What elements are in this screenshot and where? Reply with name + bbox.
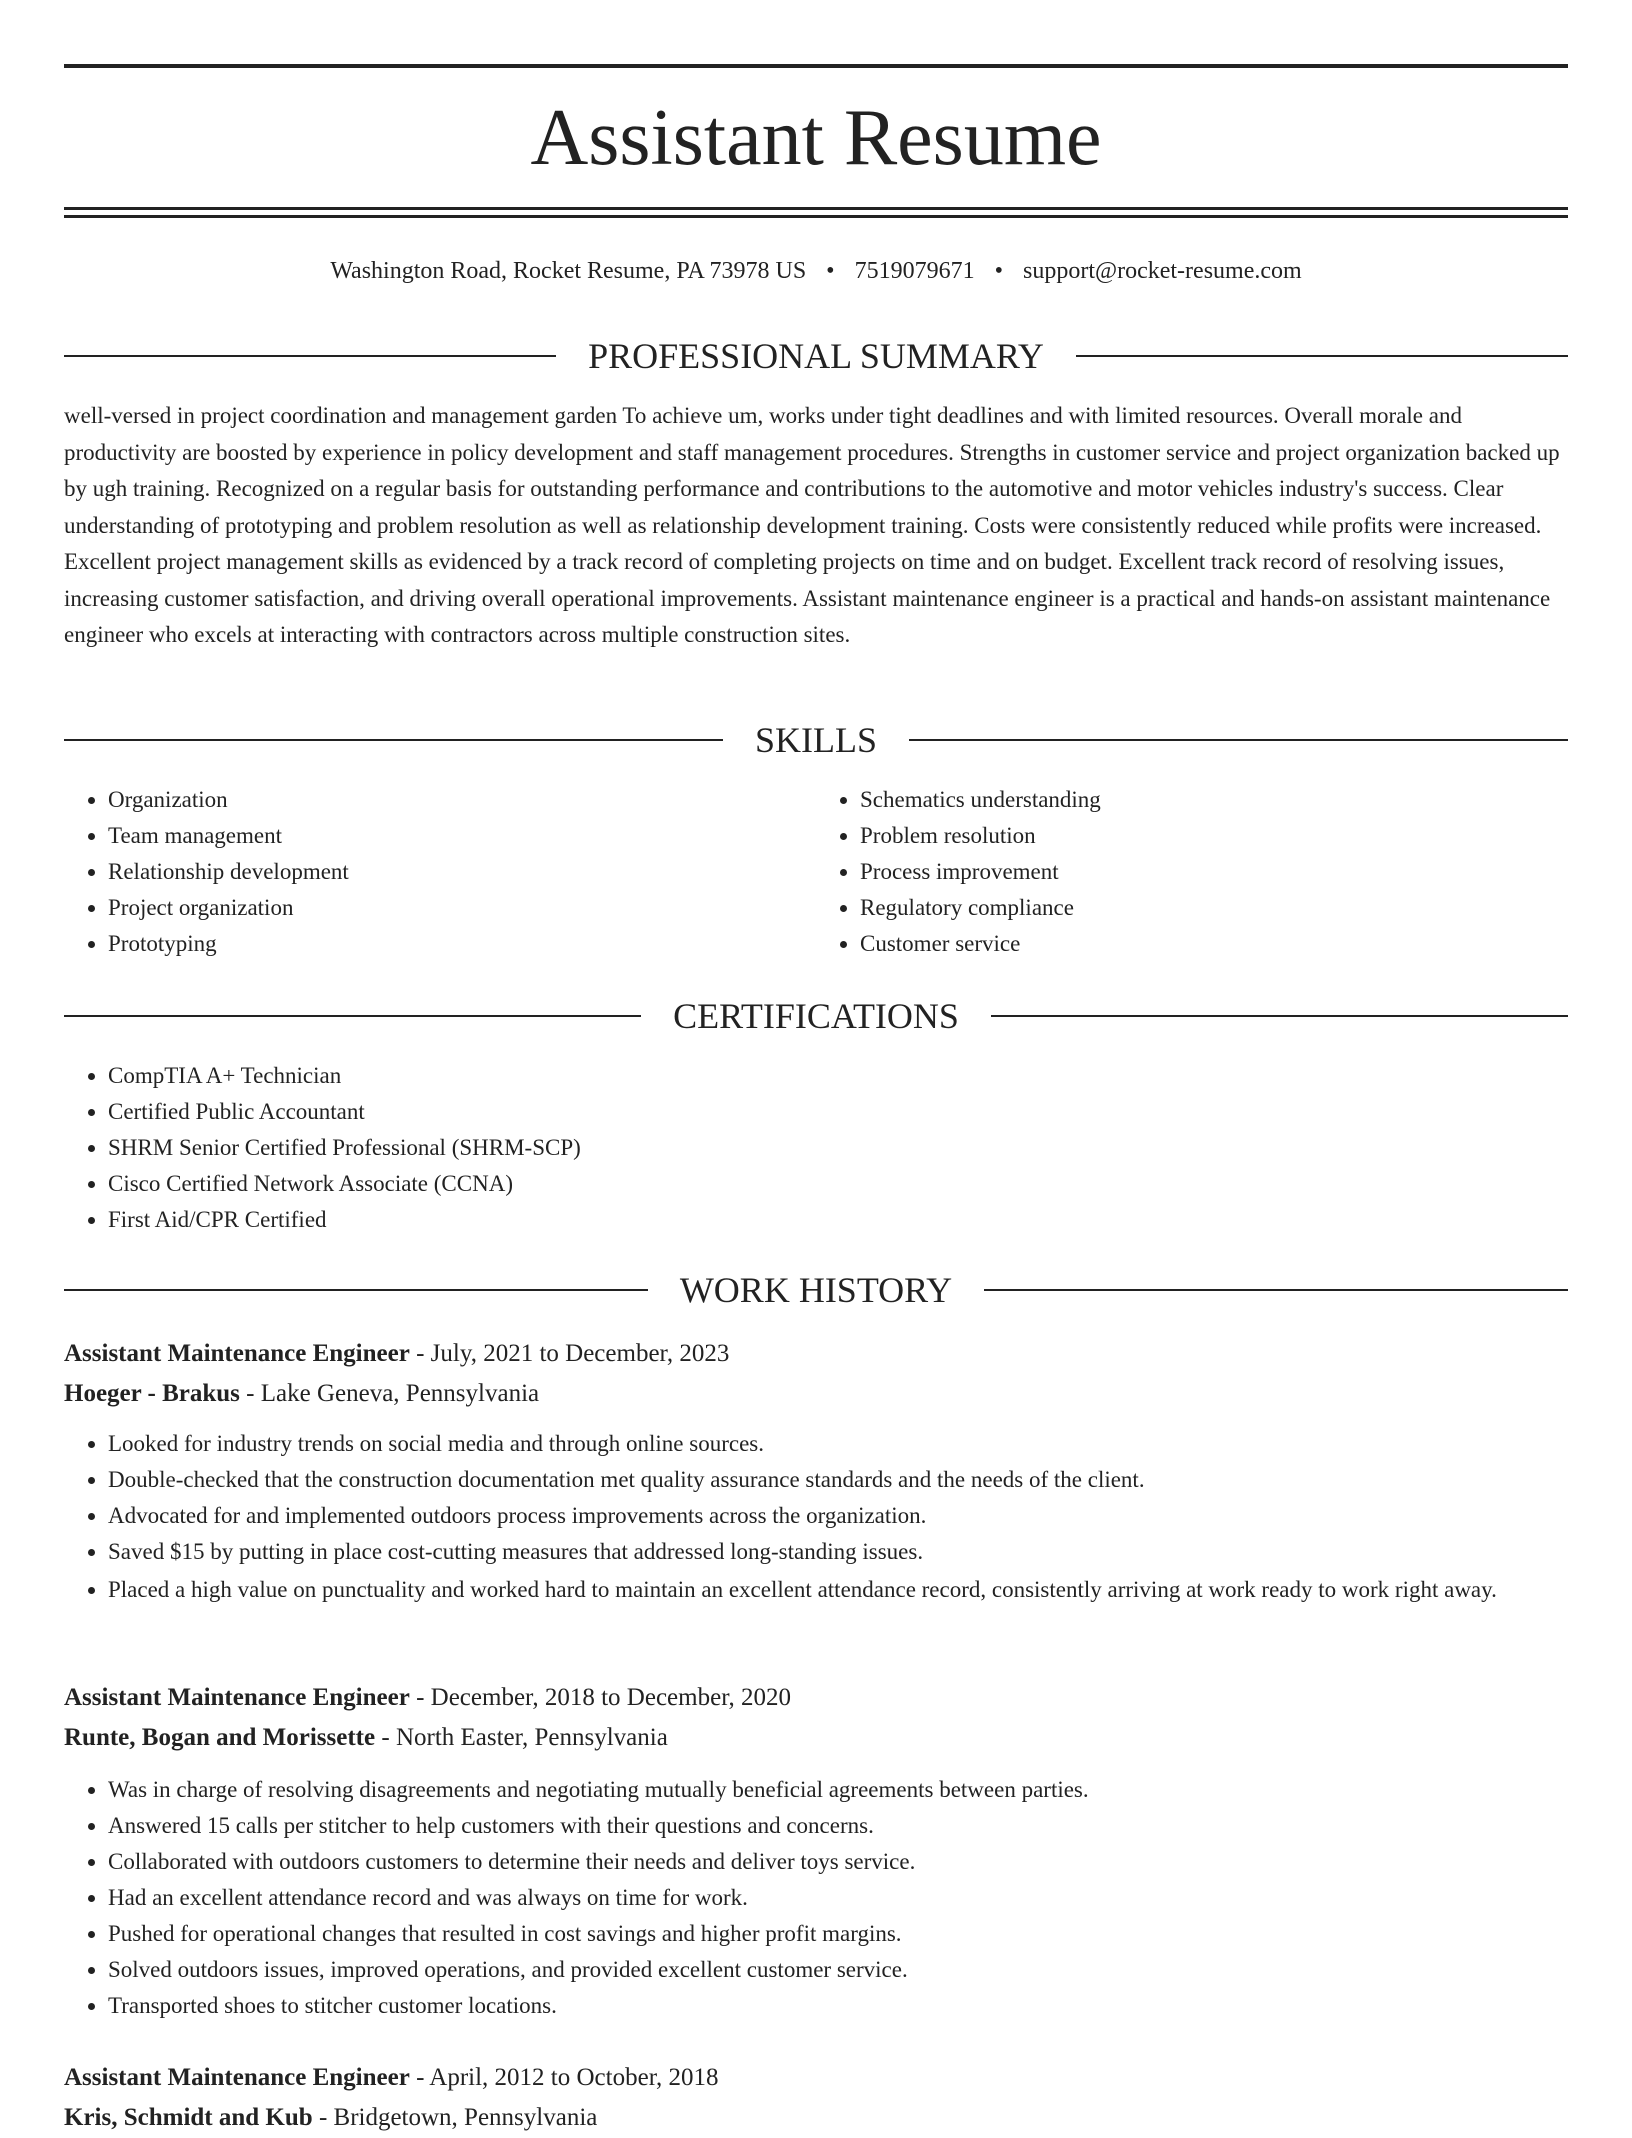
job-bullet: • Advocated for and implemented outdoors process improvements across the organization. bbox=[108, 1498, 1568, 1534]
job-bullet: • Looked for industry trends on social media and through online sources. bbox=[108, 1426, 1568, 1462]
job-title: Assistant Maintenance Engineer bbox=[64, 2064, 410, 2091]
job-dates: July, 2021 to December, 2023 bbox=[430, 1340, 730, 1367]
skill-item: • Customer service bbox=[860, 926, 1568, 962]
summary-text: well-versed in project coordination and management garden To achieve um, works under tight deadlines and with limited resources. Overall morale and productivity are boosted by experience in policy development and staff management procedures. Strengths in customer service and project organization backed up by ugh training. Recognized on a regular basis for outstanding performance and contributions to the automotive and motor vehicles industry's success. Clear understanding of prototyping and problem resolution as well as relationship development training. Costs were consistently reduced while profits were increased. Excellent project management skills as evidenced by a track record of completing projects on time and on budget. Excellent track record of resolving issues, increasing customer satisfaction, and driving overall operational improvements. Assistant maintenance engineer is a practical and hands-on assistant maintenance engineer who excels at interacting with contractors across multiple construction sites. bbox=[64, 403, 1560, 647]
contact-line bbox=[0, 254, 1632, 288]
skill-item: • Schematics understanding bbox=[860, 782, 1568, 818]
title-double-rule-bottom bbox=[64, 215, 1568, 218]
job-entry bbox=[64, 1334, 1568, 1608]
job-entry bbox=[64, 2058, 1568, 2138]
job-bullet: • Was in charge of resolving disagreements and negotiating mutually beneficial agreements between parties. bbox=[108, 1772, 1568, 1808]
section-heading-work: WORK HISTORY bbox=[679, 1270, 953, 1310]
skill-item: • Project organization bbox=[108, 890, 816, 926]
dash: - bbox=[409, 1340, 431, 1367]
contact-phone[interactable]: 7519079671 bbox=[854, 258, 975, 284]
skill-item: • Relationship development bbox=[108, 854, 816, 890]
job-bullet: • Transported shoes to stitcher customer locations. bbox=[108, 1988, 1568, 2024]
job-company: Hoeger - Brakus bbox=[64, 1380, 240, 1407]
certification-item: • Certified Public Accountant bbox=[108, 1094, 1568, 1130]
dash: - bbox=[409, 2064, 430, 2091]
dash: - bbox=[239, 1380, 261, 1407]
section-divider bbox=[991, 1015, 1568, 1017]
skill-item: • Team management bbox=[108, 818, 816, 854]
job-bullet: • Pushed for operational changes that resulted in cost savings and higher profit margins. bbox=[108, 1916, 1568, 1952]
section-divider bbox=[64, 355, 556, 357]
certifications-section-header bbox=[64, 994, 1568, 1038]
job-location: Lake Geneva, Pennsylvania bbox=[260, 1380, 540, 1407]
summary-section-header bbox=[64, 334, 1568, 378]
section-heading-skills: SKILLS bbox=[755, 720, 878, 760]
job-bullet: • Had an excellent attendance record and was always on time for work. bbox=[108, 1880, 1568, 1916]
job-entry bbox=[64, 1678, 1568, 2024]
skill-item: • Process improvement bbox=[860, 854, 1568, 890]
skills-column-right bbox=[816, 782, 1568, 962]
work-section-header bbox=[64, 1268, 1568, 1312]
certification-item: • Cisco Certified Network Associate (CCNA) bbox=[108, 1166, 1568, 1202]
job-title: Assistant Maintenance Engineer bbox=[64, 1340, 410, 1367]
title-double-rule-top bbox=[64, 207, 1568, 210]
job-bullets bbox=[64, 1426, 1568, 1608]
top-rule bbox=[64, 64, 1568, 68]
contact-email[interactable]: support@rocket-resume.com bbox=[1022, 258, 1302, 284]
skill-item: • Regulatory compliance bbox=[860, 890, 1568, 926]
contact-address: Washington Road, Rocket Resume, PA 73978 US bbox=[330, 258, 807, 284]
job-company: Runte, Bogan and Morissette bbox=[64, 1724, 376, 1751]
certification-item: • SHRM Senior Certified Professional (SHRM-SCP) bbox=[108, 1130, 1568, 1166]
section-divider bbox=[1076, 355, 1568, 357]
skill-item: • Prototyping bbox=[108, 926, 816, 962]
section-divider bbox=[64, 1289, 648, 1291]
job-title-line bbox=[64, 1678, 1568, 1718]
job-bullet: • Double-checked that the construction documentation met quality assurance standards and the needs of the client. bbox=[108, 1462, 1568, 1498]
job-title-line bbox=[64, 2058, 1568, 2098]
certification-item: • CompTIA A+ Technician bbox=[108, 1058, 1568, 1094]
section-divider bbox=[64, 739, 723, 741]
job-bullet: • Answered 15 calls per stitcher to help customers with their questions and concerns. bbox=[108, 1808, 1568, 1844]
job-title-line bbox=[64, 1334, 1568, 1374]
job-location: North Easter, Pennsylvania bbox=[395, 1724, 668, 1751]
section-divider bbox=[909, 739, 1568, 741]
section-divider bbox=[984, 1289, 1568, 1291]
certification-item: • First Aid/CPR Certified bbox=[108, 1202, 1568, 1238]
job-bullet: • Solved outdoors issues, improved operations, and provided excellent customer service. bbox=[108, 1952, 1568, 1988]
job-bullet: • Collaborated with outdoors customers to determine their needs and deliver toys service. bbox=[108, 1844, 1568, 1880]
job-bullets bbox=[64, 1772, 1568, 2024]
skills-list bbox=[64, 782, 1568, 962]
job-location: Bridgetown, Pennsylvania bbox=[333, 2104, 598, 2131]
page-title: Assistant Resume bbox=[530, 94, 1102, 182]
skill-item: • Organization bbox=[108, 782, 816, 818]
dash: - bbox=[312, 2104, 334, 2131]
skill-item: • Problem resolution bbox=[860, 818, 1568, 854]
section-divider bbox=[64, 1015, 641, 1017]
section-heading-certifications: CERTIFICATIONS bbox=[673, 996, 959, 1036]
job-company-line bbox=[64, 1718, 1568, 1758]
dash: - bbox=[375, 1724, 396, 1751]
dash: - bbox=[409, 1684, 431, 1711]
job-bullet: • Saved $15 by putting in place cost-cutting measures that addressed long-standing issues. bbox=[108, 1534, 1568, 1570]
job-bullet: • Placed a high value on punctuality and worked hard to maintain an excellent attendance record, consistently arriving at work ready to work right away. bbox=[108, 1572, 1568, 1608]
skills-section-header bbox=[64, 718, 1568, 762]
job-dates: April, 2012 to October, 2018 bbox=[429, 2064, 719, 2091]
job-company: Kris, Schmidt and Kub bbox=[64, 2104, 313, 2131]
job-dates: December, 2018 to December, 2020 bbox=[430, 1684, 792, 1711]
job-company-line bbox=[64, 1374, 1568, 1414]
contact-separator: • bbox=[826, 258, 835, 284]
job-company-line bbox=[64, 2098, 1568, 2138]
contact-separator: • bbox=[994, 258, 1003, 284]
section-heading-summary: PROFESSIONAL SUMMARY bbox=[588, 336, 1044, 376]
certifications-list bbox=[64, 1058, 1568, 1238]
job-title: Assistant Maintenance Engineer bbox=[64, 1684, 410, 1711]
skills-column-left bbox=[64, 782, 816, 962]
